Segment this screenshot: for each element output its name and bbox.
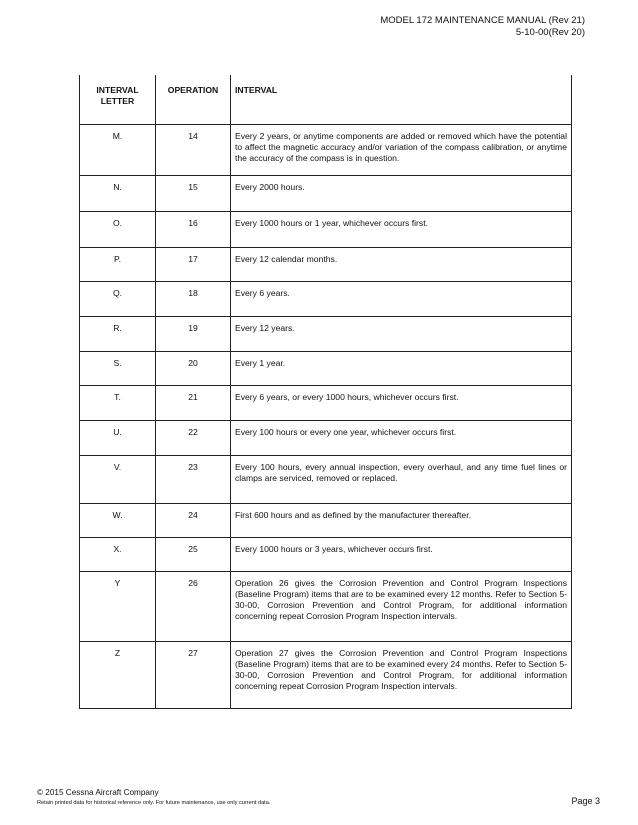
interval-description-cell: Every 6 years, or every 1000 hours, whichever occurs first. <box>231 386 572 421</box>
interval-description-cell: Every 1 year. <box>231 352 572 386</box>
interval-letter-cell: P. <box>80 248 156 282</box>
column-header-operation: OPERATION <box>156 75 231 125</box>
table-row <box>80 642 572 709</box>
interval-description-cell: First 600 hours and as defined by the manufacturer thereafter. <box>231 504 572 538</box>
operation-number-cell: 18 <box>156 282 231 317</box>
table-row <box>80 538 572 572</box>
interval-description-cell: Every 12 calendar months. <box>231 248 572 282</box>
table-row <box>80 352 572 386</box>
table-row <box>80 572 572 642</box>
table-row <box>80 456 572 504</box>
table-row <box>80 212 572 248</box>
table-row <box>80 421 572 456</box>
interval-letter-cell: X. <box>80 538 156 572</box>
interval-description-cell: Every 1000 hours or 1 year, whichever occurs first. <box>231 212 572 248</box>
manual-title: MODEL 172 MAINTENANCE MANUAL (Rev 21) <box>380 15 585 26</box>
interval-letter-cell: Z <box>80 642 156 709</box>
interval-letter-cell: S. <box>80 352 156 386</box>
interval-description-cell: Every 6 years. <box>231 282 572 317</box>
table-header-row <box>80 75 572 125</box>
interval-letter-cell: T. <box>80 386 156 421</box>
interval-description-cell: Every 100 hours or every one year, whichever occurs first. <box>231 421 572 456</box>
operation-number-cell: 15 <box>156 176 231 212</box>
copyright-notice: © 2015 Cessna Aircraft Company <box>37 788 159 797</box>
interval-letter-cell: O. <box>80 212 156 248</box>
operation-number-cell: 26 <box>156 572 231 642</box>
table-row <box>80 248 572 282</box>
operation-number-cell: 23 <box>156 456 231 504</box>
page-number: Page 3 <box>571 796 600 806</box>
interval-letter-cell: W. <box>80 504 156 538</box>
interval-description-cell: Every 1000 hours or 3 years, whichever occurs first. <box>231 538 572 572</box>
interval-letter-cell: Y <box>80 572 156 642</box>
interval-letter-cell: V. <box>80 456 156 504</box>
interval-description-cell: Operation 26 gives the Corrosion Prevention and Control Program Inspections (Baseline Program) items that are to be examined every 12 months. Refer to Section 5-30-00, Corrosion Prevention and Control Program, for additional information concerning repeat Corrosion Program Inspection intervals. <box>231 572 572 642</box>
interval-description-cell: Every 100 hours, every annual inspection, every overhaul, and any time fuel lines or clamps are serviced, removed or replaced. <box>231 456 572 504</box>
operation-number-cell: 19 <box>156 317 231 352</box>
table-row <box>80 125 572 176</box>
interval-description-cell: Every 2000 hours. <box>231 176 572 212</box>
table-row <box>80 504 572 538</box>
interval-description-cell: Operation 27 gives the Corrosion Prevention and Control Program Inspections (Baseline Program) items that are to be examined every 24 months. Refer to Section 5-30-00, Corrosion Prevention and Control Program, for additional information concerning repeat Corrosion Program Inspection intervals. <box>231 642 572 709</box>
operation-number-cell: 16 <box>156 212 231 248</box>
retain-note: Retain printed data for historical reference only. For future maintenance, use only current data. <box>37 800 271 806</box>
interval-letter-cell: R. <box>80 317 156 352</box>
column-header-interval-letter: INTERVAL LETTER <box>80 75 156 125</box>
section-number: 5-10-00(Rev 20) <box>515 27 585 38</box>
operation-number-cell: 25 <box>156 538 231 572</box>
operation-number-cell: 14 <box>156 125 231 176</box>
table-row <box>80 317 572 352</box>
interval-letter-cell: Q. <box>80 282 156 317</box>
table-row <box>80 282 572 317</box>
interval-letter-cell: U. <box>80 421 156 456</box>
operation-number-cell: 17 <box>156 248 231 282</box>
page-header <box>380 15 585 39</box>
operation-number-cell: 27 <box>156 642 231 709</box>
page-footer <box>37 788 270 807</box>
operation-number-cell: 21 <box>156 386 231 421</box>
table-row <box>80 386 572 421</box>
interval-description-cell: Every 12 years. <box>231 317 572 352</box>
column-header-interval: INTERVAL <box>231 75 572 125</box>
interval-description-cell: Every 2 years, or anytime components are added or removed which have the potential to affect the magnetic accuracy and/or variation of the compass calibration, or anytime the accuracy of the compass is in question. <box>231 125 572 176</box>
operation-number-cell: 20 <box>156 352 231 386</box>
interval-letter-cell: M. <box>80 125 156 176</box>
operation-number-cell: 22 <box>156 421 231 456</box>
operation-number-cell: 24 <box>156 504 231 538</box>
interval-table <box>79 75 572 709</box>
table-row <box>80 176 572 212</box>
interval-letter-cell: N. <box>80 176 156 212</box>
